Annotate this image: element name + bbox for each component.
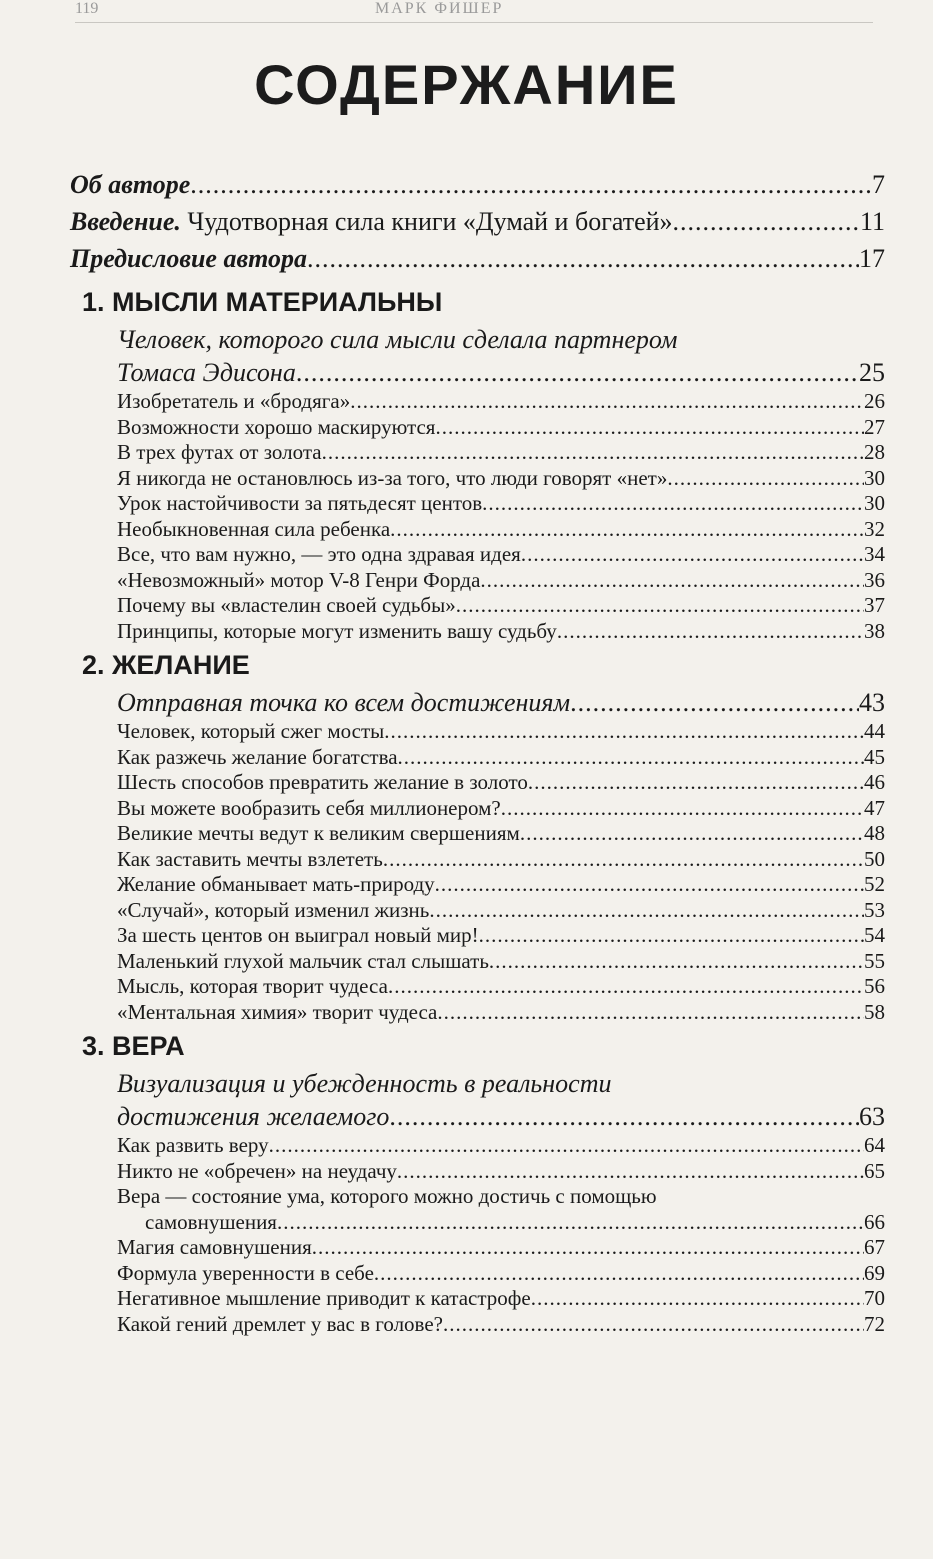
entry-title: Вера — состояние ума, которого можно достичь с помощью [117, 1184, 657, 1208]
entry-page: 44 [864, 719, 885, 743]
entry-page: 46 [864, 770, 885, 794]
entry-title: Предисловие автора [70, 244, 307, 273]
running-head-page: 119 [75, 0, 99, 17]
entry-page: 27 [864, 414, 885, 439]
entry-page: 30 [864, 491, 885, 515]
toc-entry[interactable] [117, 517, 885, 543]
toc-entry[interactable] [117, 898, 885, 924]
toc-entry[interactable] [117, 1286, 885, 1312]
toc-entry[interactable] [117, 491, 885, 517]
entry-page: 26 [864, 389, 885, 413]
toc-entry[interactable] [117, 1159, 885, 1185]
chapter-heading[interactable]: 3. ВЕРА [82, 1031, 185, 1061]
table-of-contents [70, 170, 885, 1337]
running-head-title: МАРК ФИШЕР [375, 0, 504, 17]
entry-page: 72 [864, 1311, 885, 1336]
entry-title: Принципы, которые могут изменить вашу судьбу [117, 618, 557, 643]
entry-page: 56 [864, 974, 885, 998]
entry-title: Как разжечь желание богатства [117, 744, 398, 769]
toc-entry[interactable] [117, 619, 885, 645]
entry-page: 17 [859, 244, 885, 273]
toc-entry[interactable] [117, 847, 885, 873]
chapter-intro[interactable]: Человек, которого сила мысли сделала партнером Томаса Эдисона ..... 25 [117, 323, 885, 389]
toc-entry[interactable] [117, 593, 885, 619]
page-title: СОДЕРЖАНИЕ [254, 53, 679, 116]
entry-page: 53 [864, 897, 885, 922]
toc-entry[interactable] [117, 1235, 885, 1261]
entry-title: «Случай», который изменил жизнь [117, 897, 430, 922]
entry-title: Как заставить мечты взлететь [117, 846, 383, 871]
entry-page: 54 [864, 923, 885, 947]
entry-title: Никто не «обречен» на неудачу [117, 1158, 397, 1183]
entry-page: 63 [859, 1102, 885, 1131]
entry-title: Маленький глухой мальчик стал слышать [117, 948, 489, 973]
entry-title-cont: самовнушения [145, 1209, 277, 1234]
toc-entry[interactable] [117, 1000, 885, 1026]
entry-title: Как развить веру [117, 1133, 269, 1157]
entry-page: 43 [859, 688, 885, 717]
toc-entry[interactable] [117, 974, 885, 1000]
entry-page: 28 [864, 440, 885, 464]
toc-entry-about-author[interactable] [70, 170, 885, 207]
entry-page: 67 [864, 1235, 885, 1259]
toc-entry[interactable] [117, 745, 885, 771]
toc-entry[interactable] [117, 770, 885, 796]
entry-title: Я никогда не остановлюсь из-за того, что люди говорят «нет» [117, 465, 668, 490]
entry-title: Необыкновенная сила ребенка [117, 516, 391, 541]
toc-entry[interactable] [117, 949, 885, 975]
entry-title: В трех футах от золота [117, 440, 322, 464]
entry-title: Об авторе [70, 170, 191, 199]
entry-title: Изобретатель и «бродяга» [117, 389, 351, 413]
toc-entry[interactable] [117, 1261, 885, 1287]
entry-page: 38 [864, 618, 885, 643]
entry-page: 55 [864, 948, 885, 973]
entry-page: 65 [864, 1158, 885, 1183]
entry-title: Возможности хорошо маскируются [117, 414, 436, 439]
entry-page: 48 [864, 821, 885, 845]
toc-entry[interactable] [117, 719, 885, 745]
toc-entry[interactable] [117, 542, 885, 568]
toc-entry[interactable] [117, 1312, 885, 1338]
toc-entry[interactable] [117, 415, 885, 441]
entry-page: 30 [864, 465, 885, 490]
entry-title: Введение. [70, 207, 181, 236]
entry-title: Вы можете вообразить себя миллионером? [117, 795, 501, 820]
entry-title: Человек, который сжег мосты [117, 719, 385, 743]
entry-page: 36 [864, 567, 885, 592]
toc-entry[interactable] [117, 923, 885, 949]
entry-title: Великие мечты ведут к великим свершениям [117, 821, 520, 845]
entry-page: 70 [864, 1286, 885, 1310]
entry-subtitle: Чудотворная сила книги «Думай и богатей» [180, 207, 673, 236]
entry-page: 69 [864, 1260, 885, 1285]
entry-page: 25 [859, 358, 885, 387]
entry-page: 32 [864, 516, 885, 541]
toc-entry[interactable] [117, 821, 885, 847]
entry-page: 34 [864, 542, 885, 566]
entry-page: 64 [864, 1133, 885, 1157]
entry-title: Желание обманывает мать-природу [117, 872, 435, 896]
entry-title: Негативное мышление приводит к катастрофе [117, 1286, 531, 1310]
entry-title: «Невозможный» мотор V-8 Генри Форда [117, 567, 481, 592]
toc-entry[interactable] [117, 440, 885, 466]
toc-entry[interactable] [117, 389, 885, 415]
entry-page: 50 [864, 846, 885, 871]
running-head [75, 0, 873, 23]
toc-entry[interactable] [117, 796, 885, 822]
toc-entry[interactable] [117, 1184, 885, 1235]
toc-entry[interactable] [117, 872, 885, 898]
toc-entry[interactable] [117, 466, 885, 492]
entry-title: Формула уверенности в себе [117, 1260, 374, 1285]
entry-page: 47 [864, 795, 885, 820]
entry-title: Урок настойчивости за пятьдесят центов [117, 491, 483, 515]
chapter-heading[interactable]: 1. МЫСЛИ МАТЕРИАЛЬНЫ [82, 287, 443, 317]
entry-title: Мысль, которая творит чудеса [117, 974, 388, 998]
entry-title: Какой гений дремлет у вас в голове? [117, 1311, 443, 1336]
toc-entry[interactable] [117, 1133, 885, 1159]
entry-title: Все, что вам нужно, — это одна здравая идея [117, 542, 521, 566]
chapter-intro[interactable]: Визуализация и убежденность в реальности достижения желаемого ..... 63 [117, 1067, 885, 1133]
entry-title: Магия самовнушения [117, 1235, 312, 1259]
toc-entry-preface[interactable] [70, 244, 885, 281]
toc-entry-introduction[interactable] [70, 207, 885, 244]
entry-title: За шесть центов он выиграл новый мир! [117, 923, 479, 947]
entry-page: 37 [864, 593, 885, 617]
entry-title: Почему вы «властелин своей судьбы» [117, 593, 456, 617]
entry-title: Шесть способов превратить желание в золото [117, 770, 528, 794]
entry-page: 11 [859, 207, 885, 236]
toc-entry[interactable] [117, 568, 885, 594]
entry-page: 58 [864, 999, 885, 1024]
entry-page: 7 [872, 170, 885, 199]
chapter-intro[interactable]: Отправная точка ко всем достижениям ..... 43 [117, 686, 885, 719]
entry-page: 45 [864, 744, 885, 769]
entry-page: 66 [864, 1209, 885, 1234]
entry-title: «Ментальная химия» творит чудеса [117, 999, 438, 1024]
entry-page: 52 [864, 872, 885, 896]
chapter-heading[interactable]: 2. ЖЕЛАНИЕ [82, 650, 250, 680]
